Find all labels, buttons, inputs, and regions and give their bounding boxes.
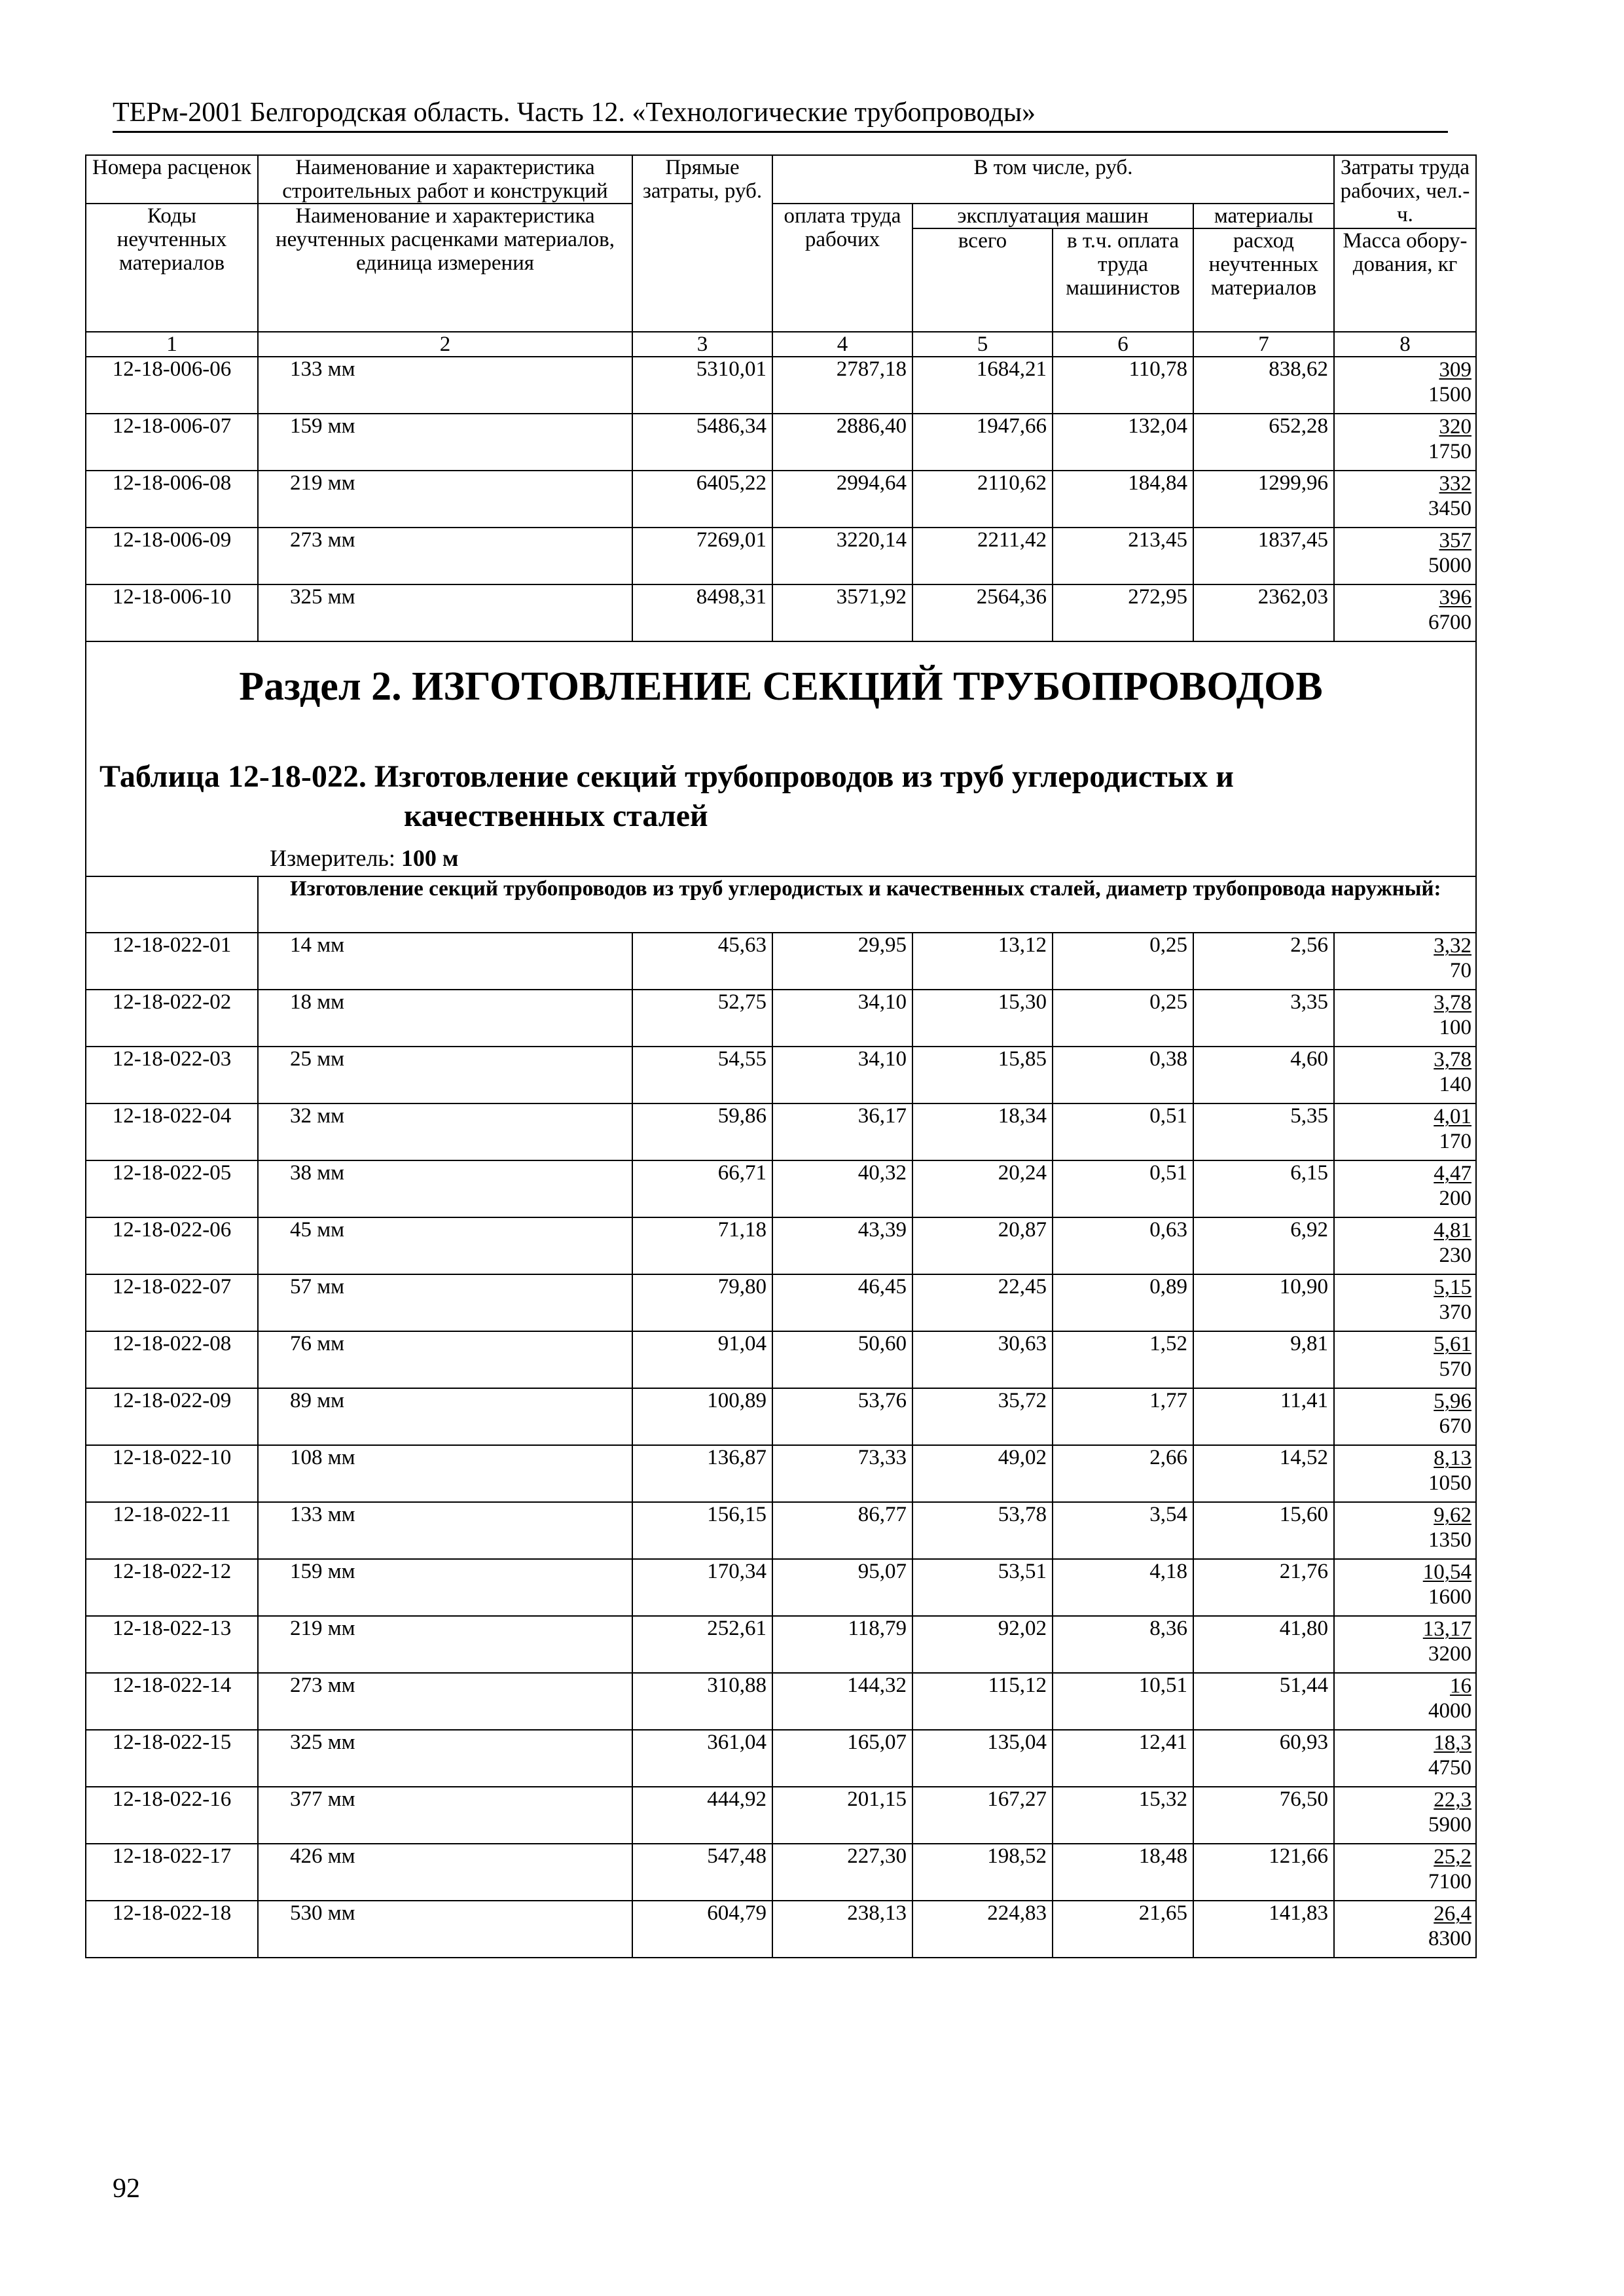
- table-row: [86, 1445, 1476, 1502]
- table-row: [86, 414, 1476, 471]
- labor-costs-value: 4,81: [1434, 1219, 1472, 1242]
- rate-code: 12-18-022-14: [86, 1673, 258, 1730]
- machinist-pay: 0,89: [1053, 1274, 1193, 1331]
- machine-ops-total: 92,02: [912, 1616, 1053, 1673]
- labor-costs-value: 309: [1439, 358, 1472, 382]
- labor-and-mass: [1334, 1616, 1476, 1673]
- header-col2-bottom: Наименование и характеристика неучтенных расценками материалов, единица измерения: [258, 204, 632, 332]
- rate-code: 12-18-022-18: [86, 1901, 258, 1958]
- rate-name: 133 мм: [258, 357, 632, 414]
- column-number: 7: [1193, 332, 1334, 357]
- materials: 41,80: [1193, 1616, 1334, 1673]
- rate-name: 76 мм: [258, 1331, 632, 1388]
- equipment-mass-value: 4750: [1428, 1756, 1472, 1780]
- labor-pay: 29,95: [772, 933, 912, 990]
- labor-and-mass: [1334, 357, 1476, 414]
- machine-ops-total: 49,02: [912, 1445, 1053, 1502]
- equipment-mass-value: 1600: [1428, 1585, 1472, 1609]
- rate-name: 45 мм: [258, 1217, 632, 1274]
- rate-code: 12-18-022-08: [86, 1331, 258, 1388]
- column-number: 2: [258, 332, 632, 357]
- equipment-mass-value: 3200: [1428, 1642, 1472, 1666]
- machinist-pay: 272,95: [1053, 584, 1193, 641]
- direct-costs: 7269,01: [632, 528, 772, 584]
- materials: 6,92: [1193, 1217, 1334, 1274]
- labor-costs-value: 13,17: [1422, 1617, 1472, 1641]
- rate-name: 219 мм: [258, 1616, 632, 1673]
- rate-code: 12-18-022-10: [86, 1445, 258, 1502]
- machine-ops-total: 18,34: [912, 1103, 1053, 1160]
- machine-ops-total: 35,72: [912, 1388, 1053, 1445]
- materials: 51,44: [1193, 1673, 1334, 1730]
- machinist-pay: 0,63: [1053, 1217, 1193, 1274]
- labor-pay: 2994,64: [772, 471, 912, 528]
- rate-name: 108 мм: [258, 1445, 632, 1502]
- machine-ops-total: 13,12: [912, 933, 1053, 990]
- rate-name: 57 мм: [258, 1274, 632, 1331]
- section-block: [86, 641, 1476, 876]
- machine-ops-total: 1684,21: [912, 357, 1053, 414]
- machinist-pay: 213,45: [1053, 528, 1193, 584]
- labor-and-mass: [1334, 1160, 1476, 1217]
- materials: 9,81: [1193, 1331, 1334, 1388]
- labor-and-mass: [1334, 584, 1476, 641]
- labor-and-mass: [1334, 1901, 1476, 1958]
- labor-pay: 86,77: [772, 1502, 912, 1559]
- table-row: [86, 1047, 1476, 1103]
- direct-costs: 361,04: [632, 1730, 772, 1787]
- equipment-mass-value: 5900: [1428, 1813, 1472, 1837]
- table-row: [86, 1616, 1476, 1673]
- labor-costs-value: 3,78: [1434, 1048, 1472, 1071]
- materials: 1299,96: [1193, 471, 1334, 528]
- table-row: [86, 1901, 1476, 1958]
- rate-name: 325 мм: [258, 584, 632, 641]
- labor-pay: 238,13: [772, 1901, 912, 1958]
- column-number: 3: [632, 332, 772, 357]
- labor-costs-value: 9,62: [1434, 1503, 1472, 1527]
- equipment-mass-value: 230: [1439, 1244, 1472, 1267]
- labor-and-mass: [1334, 1047, 1476, 1103]
- materials: 2,56: [1193, 933, 1334, 990]
- table-row: [86, 1559, 1476, 1616]
- table-row: [86, 1388, 1476, 1445]
- rate-name: 377 мм: [258, 1787, 632, 1844]
- rate-name: 159 мм: [258, 414, 632, 471]
- machinist-pay: 0,38: [1053, 1047, 1193, 1103]
- equipment-mass-value: 370: [1439, 1300, 1472, 1324]
- table-row: [86, 1502, 1476, 1559]
- rate-code: 12-18-022-11: [86, 1502, 258, 1559]
- direct-costs: 310,88: [632, 1673, 772, 1730]
- materials: 76,50: [1193, 1787, 1334, 1844]
- labor-pay: 201,15: [772, 1787, 912, 1844]
- rate-name: 89 мм: [258, 1388, 632, 1445]
- labor-and-mass: [1334, 528, 1476, 584]
- equipment-mass-value: 70: [1450, 959, 1472, 982]
- header-labor-pay: оплата труда рабочих: [772, 204, 912, 332]
- column-number: 5: [912, 332, 1053, 357]
- labor-costs-value: 357: [1439, 529, 1472, 552]
- labor-pay: 50,60: [772, 1331, 912, 1388]
- equipment-mass-value: 1050: [1428, 1471, 1472, 1495]
- rate-code: 12-18-022-04: [86, 1103, 258, 1160]
- labor-and-mass: [1334, 414, 1476, 471]
- rate-code: 12-18-022-15: [86, 1730, 258, 1787]
- materials: 2362,03: [1193, 584, 1334, 641]
- header-including: В том числе, руб.: [772, 155, 1334, 204]
- equipment-mass-value: 4000: [1428, 1699, 1472, 1723]
- equipment-mass-value: 8300: [1428, 1927, 1472, 1950]
- header-col1-bottom: Коды неучтенных материалов: [86, 204, 258, 332]
- group-heading: Изготовление секций трубопроводов из труб углеродистых и качественных сталей, диаметр трубопровода наружный:: [258, 876, 1476, 933]
- direct-costs: 136,87: [632, 1445, 772, 1502]
- materials: 4,60: [1193, 1047, 1334, 1103]
- header-direct-costs: Прямые затраты, руб.: [632, 155, 772, 332]
- equipment-mass-value: 3450: [1428, 497, 1472, 520]
- machinist-pay: 184,84: [1053, 471, 1193, 528]
- direct-costs: 66,71: [632, 1160, 772, 1217]
- equipment-mass-value: 1350: [1428, 1528, 1472, 1552]
- machine-ops-total: 22,45: [912, 1274, 1053, 1331]
- labor-and-mass: [1334, 933, 1476, 990]
- labor-and-mass: [1334, 1388, 1476, 1445]
- labor-costs-value: 22,3: [1434, 1788, 1472, 1812]
- table-row: [86, 933, 1476, 990]
- equipment-mass-value: 6700: [1428, 611, 1472, 634]
- header-col2-top: Наименование и характеристика строительных работ и конструкций: [258, 155, 632, 204]
- materials: 5,35: [1193, 1103, 1334, 1160]
- direct-costs: 54,55: [632, 1047, 772, 1103]
- machine-ops-total: 15,85: [912, 1047, 1053, 1103]
- running-head: ТЕРм-2001 Белгородская область. Часть 12. «Технологические трубопроводы»: [113, 98, 1036, 128]
- table-row: [86, 584, 1476, 641]
- labor-pay: 2886,40: [772, 414, 912, 471]
- machine-ops-total: 1947,66: [912, 414, 1053, 471]
- materials: 15,60: [1193, 1502, 1334, 1559]
- column-number: 8: [1334, 332, 1476, 357]
- machine-ops-total: 198,52: [912, 1844, 1053, 1901]
- header-rule: [113, 131, 1448, 133]
- labor-pay: 43,39: [772, 1217, 912, 1274]
- rate-name: 14 мм: [258, 933, 632, 990]
- header-total: всего: [912, 228, 1053, 332]
- labor-costs-value: 320: [1439, 415, 1472, 439]
- machinist-pay: 4,18: [1053, 1559, 1193, 1616]
- table-title-line2: качественных сталей: [404, 798, 708, 833]
- labor-pay: 3571,92: [772, 584, 912, 641]
- labor-costs-value: 5,96: [1434, 1390, 1472, 1413]
- table-row: [86, 1331, 1476, 1388]
- machine-ops-total: 53,51: [912, 1559, 1053, 1616]
- labor-pay: 73,33: [772, 1445, 912, 1502]
- measure-label: Измеритель:: [270, 845, 395, 871]
- table-title-line1: Таблица 12-18-022. Изготовление секций трубопроводов из труб углеродистых и: [99, 759, 1234, 794]
- column-number: 6: [1053, 332, 1193, 357]
- labor-and-mass: [1334, 1559, 1476, 1616]
- labor-and-mass: [1334, 1502, 1476, 1559]
- rate-code: 12-18-006-10: [86, 584, 258, 641]
- direct-costs: 252,61: [632, 1616, 772, 1673]
- labor-costs-value: 5,61: [1434, 1333, 1472, 1356]
- table-row: [86, 1730, 1476, 1787]
- header-unaccounted: расход неучтенных материалов: [1193, 228, 1334, 332]
- table-row: [86, 1787, 1476, 1844]
- labor-and-mass: [1334, 1673, 1476, 1730]
- labor-pay: 144,32: [772, 1673, 912, 1730]
- rate-name: 219 мм: [258, 471, 632, 528]
- rate-code: 12-18-006-06: [86, 357, 258, 414]
- materials: 838,62: [1193, 357, 1334, 414]
- materials: 6,15: [1193, 1160, 1334, 1217]
- machine-ops-total: 53,78: [912, 1502, 1053, 1559]
- labor-and-mass: [1334, 1730, 1476, 1787]
- machine-ops-total: 167,27: [912, 1787, 1053, 1844]
- rates-table: [85, 154, 1477, 1958]
- machinist-pay: 2,66: [1053, 1445, 1193, 1502]
- rate-code: 12-18-022-12: [86, 1559, 258, 1616]
- labor-costs-value: 4,01: [1434, 1105, 1472, 1128]
- machinist-pay: 1,52: [1053, 1331, 1193, 1388]
- materials: 121,66: [1193, 1844, 1334, 1901]
- header-materials: материалы: [1193, 204, 1334, 228]
- rate-code: 12-18-006-08: [86, 471, 258, 528]
- labor-costs-value: 16: [1450, 1674, 1472, 1698]
- rate-code: 12-18-006-07: [86, 414, 258, 471]
- rate-name: 18 мм: [258, 990, 632, 1047]
- equipment-mass-value: 170: [1439, 1130, 1472, 1153]
- direct-costs: 79,80: [632, 1274, 772, 1331]
- labor-pay: 118,79: [772, 1616, 912, 1673]
- section-row: [86, 641, 1476, 876]
- header-machine-ops: эксплуатация машин: [912, 204, 1193, 228]
- direct-costs: 604,79: [632, 1901, 772, 1958]
- rate-code: 12-18-022-07: [86, 1274, 258, 1331]
- labor-pay: 2787,18: [772, 357, 912, 414]
- machine-ops-total: 15,30: [912, 990, 1053, 1047]
- measure: [270, 846, 1475, 870]
- table-row: [86, 357, 1476, 414]
- table-title: [99, 757, 1475, 836]
- labor-pay: 3220,14: [772, 528, 912, 584]
- labor-and-mass: [1334, 1844, 1476, 1901]
- labor-and-mass: [1334, 1445, 1476, 1502]
- direct-costs: 91,04: [632, 1331, 772, 1388]
- table-row: [86, 528, 1476, 584]
- group-code-empty: [86, 876, 258, 933]
- column-numbers-row: [86, 332, 1476, 357]
- machinist-pay: 12,41: [1053, 1730, 1193, 1787]
- machine-ops-total: 30,63: [912, 1331, 1053, 1388]
- labor-pay: 53,76: [772, 1388, 912, 1445]
- direct-costs: 59,86: [632, 1103, 772, 1160]
- labor-costs-value: 332: [1439, 472, 1472, 495]
- rate-code: 12-18-022-03: [86, 1047, 258, 1103]
- machinist-pay: 0,51: [1053, 1103, 1193, 1160]
- machine-ops-total: 135,04: [912, 1730, 1053, 1787]
- direct-costs: 547,48: [632, 1844, 772, 1901]
- machine-ops-total: 20,24: [912, 1160, 1053, 1217]
- machine-ops-total: 2110,62: [912, 471, 1053, 528]
- labor-and-mass: [1334, 990, 1476, 1047]
- labor-costs-value: 5,15: [1434, 1276, 1472, 1299]
- machinist-pay: 10,51: [1053, 1673, 1193, 1730]
- direct-costs: 100,89: [632, 1388, 772, 1445]
- materials: 1837,45: [1193, 528, 1334, 584]
- table-row: [86, 1160, 1476, 1217]
- direct-costs: 5310,01: [632, 357, 772, 414]
- materials: 141,83: [1193, 1901, 1334, 1958]
- labor-pay: 36,17: [772, 1103, 912, 1160]
- direct-costs: 5486,34: [632, 414, 772, 471]
- header-machinist-pay: в т.ч. оплата труда машинистов: [1053, 228, 1193, 332]
- rate-name: 159 мм: [258, 1559, 632, 1616]
- rate-code: 12-18-022-17: [86, 1844, 258, 1901]
- page-number: 92: [113, 2174, 140, 2204]
- rate-name: 426 мм: [258, 1844, 632, 1901]
- materials: 11,41: [1193, 1388, 1334, 1445]
- machinist-pay: 132,04: [1053, 414, 1193, 471]
- machinist-pay: 0,51: [1053, 1160, 1193, 1217]
- machine-ops-total: 224,83: [912, 1901, 1053, 1958]
- header-col1-top: Номера расценок: [86, 155, 258, 204]
- direct-costs: 52,75: [632, 990, 772, 1047]
- machinist-pay: 18,48: [1053, 1844, 1193, 1901]
- equipment-mass-value: 100: [1439, 1016, 1472, 1039]
- equipment-mass-value: 1750: [1428, 440, 1472, 463]
- labor-pay: 40,32: [772, 1160, 912, 1217]
- rate-code: 12-18-006-09: [86, 528, 258, 584]
- equipment-mass-value: 140: [1439, 1073, 1472, 1096]
- labor-and-mass: [1334, 471, 1476, 528]
- labor-costs-value: 3,32: [1434, 934, 1472, 958]
- header-equipment-mass: Масса обору-дования, кг: [1334, 228, 1476, 332]
- labor-pay: 227,30: [772, 1844, 912, 1901]
- table-row: [86, 1673, 1476, 1730]
- direct-costs: 156,15: [632, 1502, 772, 1559]
- machinist-pay: 21,65: [1053, 1901, 1193, 1958]
- rate-code: 12-18-022-05: [86, 1160, 258, 1217]
- machinist-pay: 110,78: [1053, 357, 1193, 414]
- machine-ops-total: 20,87: [912, 1217, 1053, 1274]
- direct-costs: 444,92: [632, 1787, 772, 1844]
- rate-code: 12-18-022-16: [86, 1787, 258, 1844]
- materials: 652,28: [1193, 414, 1334, 471]
- labor-pay: 34,10: [772, 990, 912, 1047]
- machine-ops-total: 115,12: [912, 1673, 1053, 1730]
- direct-costs: 6405,22: [632, 471, 772, 528]
- table-row: [86, 990, 1476, 1047]
- measure-value: 100 м: [401, 845, 459, 871]
- equipment-mass-value: 7100: [1428, 1870, 1472, 1893]
- labor-costs-value: 10,54: [1422, 1560, 1472, 1584]
- materials: 14,52: [1193, 1445, 1334, 1502]
- labor-pay: 95,07: [772, 1559, 912, 1616]
- machine-ops-total: 2564,36: [912, 584, 1053, 641]
- equipment-mass-value: 1500: [1428, 383, 1472, 406]
- machine-ops-total: 2211,42: [912, 528, 1053, 584]
- table-row: [86, 1217, 1476, 1274]
- rate-code: 12-18-022-02: [86, 990, 258, 1047]
- group-heading-row: [86, 876, 1476, 933]
- equipment-mass-value: 570: [1439, 1357, 1472, 1381]
- labor-and-mass: [1334, 1103, 1476, 1160]
- machinist-pay: 0,25: [1053, 990, 1193, 1047]
- direct-costs: 8498,31: [632, 584, 772, 641]
- labor-costs-value: 26,4: [1434, 1902, 1472, 1926]
- labor-costs-value: 25,2: [1434, 1845, 1472, 1869]
- rate-code: 12-18-022-01: [86, 933, 258, 990]
- rate-code: 12-18-022-13: [86, 1616, 258, 1673]
- direct-costs: 71,18: [632, 1217, 772, 1274]
- materials: 3,35: [1193, 990, 1334, 1047]
- direct-costs: 45,63: [632, 933, 772, 990]
- labor-costs-value: 3,78: [1434, 991, 1472, 1014]
- materials: 10,90: [1193, 1274, 1334, 1331]
- labor-pay: 165,07: [772, 1730, 912, 1787]
- labor-pay: 34,10: [772, 1047, 912, 1103]
- equipment-mass-value: 670: [1439, 1414, 1472, 1438]
- labor-pay: 46,45: [772, 1274, 912, 1331]
- labor-costs-value: 8,13: [1434, 1446, 1472, 1470]
- materials: 21,76: [1193, 1559, 1334, 1616]
- labor-costs-value: 18,3: [1434, 1731, 1472, 1755]
- machinist-pay: 8,36: [1053, 1616, 1193, 1673]
- machinist-pay: 15,32: [1053, 1787, 1193, 1844]
- rate-name: 273 мм: [258, 1673, 632, 1730]
- rate-name: 38 мм: [258, 1160, 632, 1217]
- machinist-pay: 3,54: [1053, 1502, 1193, 1559]
- table-row: [86, 1844, 1476, 1901]
- equipment-mass-value: 200: [1439, 1187, 1472, 1210]
- labor-and-mass: [1334, 1217, 1476, 1274]
- equipment-mass-value: 5000: [1428, 554, 1472, 577]
- column-number: 4: [772, 332, 912, 357]
- labor-and-mass: [1334, 1331, 1476, 1388]
- labor-costs-value: 396: [1439, 586, 1472, 609]
- rate-name: 32 мм: [258, 1103, 632, 1160]
- header-labor-costs: Затраты труда рабочих, чел.-ч.: [1334, 155, 1476, 228]
- materials: 60,93: [1193, 1730, 1334, 1787]
- table-row: [86, 471, 1476, 528]
- table-row: [86, 1103, 1476, 1160]
- section-title: Раздел 2. ИЗГОТОВЛЕНИЕ СЕКЦИЙ ТРУБОПРОВОДОВ: [239, 664, 1323, 709]
- machinist-pay: 0,25: [1053, 933, 1193, 990]
- rate-name: 273 мм: [258, 528, 632, 584]
- labor-costs-value: 4,47: [1434, 1162, 1472, 1185]
- rate-name: 530 мм: [258, 1901, 632, 1958]
- column-number: 1: [86, 332, 258, 357]
- rate-name: 325 мм: [258, 1730, 632, 1787]
- labor-and-mass: [1334, 1274, 1476, 1331]
- rate-name: 133 мм: [258, 1502, 632, 1559]
- rate-code: 12-18-022-09: [86, 1388, 258, 1445]
- table-body: [86, 155, 1476, 1958]
- machinist-pay: 1,77: [1053, 1388, 1193, 1445]
- rate-name: 25 мм: [258, 1047, 632, 1103]
- labor-and-mass: [1334, 1787, 1476, 1844]
- rate-code: 12-18-022-06: [86, 1217, 258, 1274]
- table-row: [86, 1274, 1476, 1331]
- direct-costs: 170,34: [632, 1559, 772, 1616]
